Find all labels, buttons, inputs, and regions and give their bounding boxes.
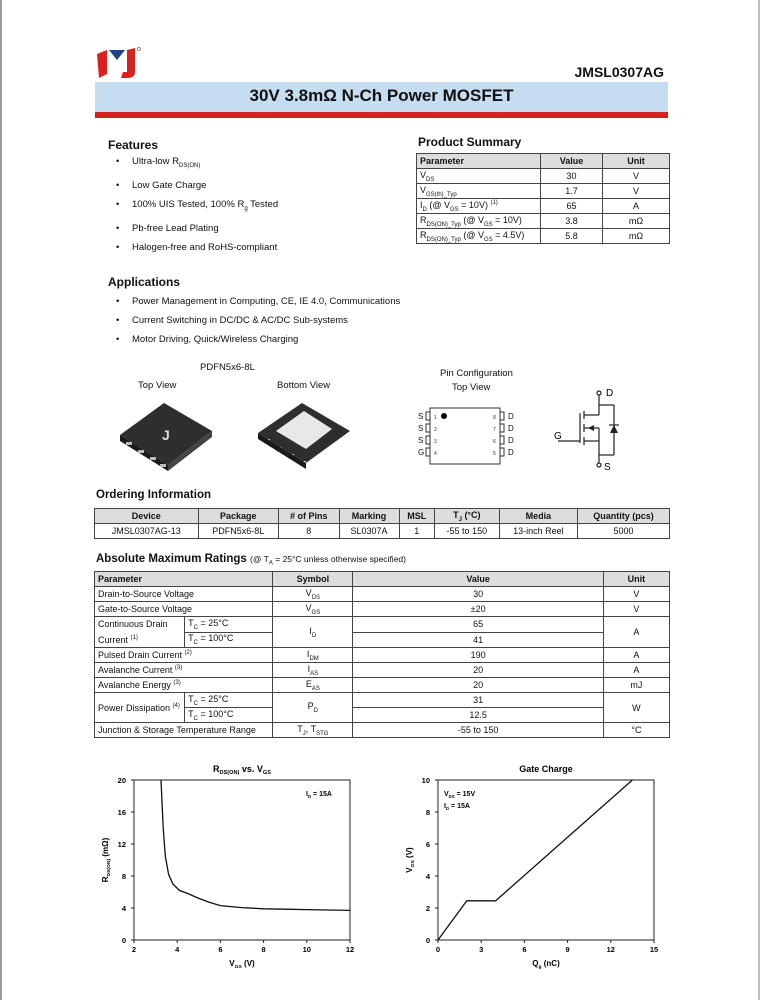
chart-title: $R_{DS(ON)}$ vs. $V_{GS}$ [213,764,271,776]
svg-text:J: J [162,427,170,443]
pin-config-label: Pin Configuration [440,368,513,379]
pin-label: G [418,448,425,457]
pin-label: S [418,436,424,445]
product-summary-table [416,153,670,244]
page-edge-left [0,0,2,1000]
x-tick-label: 12 [345,945,355,954]
ordering-table [94,508,670,539]
table-row: $R_{DS(ON)\_Typ}$ (@ $V_{GS} = 4.5V$) 5.8 mΩ [417,229,670,244]
svg-text:6: 6 [493,439,496,445]
col-header: MSL [399,509,434,524]
col-header: Unit [603,572,669,587]
package-top-view-image [112,395,222,477]
table-row: Continuous Drain Current $^{(1)}$ $T_C = 25^\circ C$ $I_D$ 65 A [95,617,670,633]
abs-max-table [94,571,670,738]
x-tick-label: 15 [649,945,659,954]
col-header: Value [541,154,603,169]
y-tick-label: 4 [425,872,430,881]
col-header: Media [499,509,577,524]
col-header: Symbol [273,572,353,587]
pin-label: D [508,448,514,457]
col-header: Device [95,509,199,524]
x-tick-label: 4 [175,945,180,954]
table-row: $V_{GS(th)\_Typ}$ 1.7 V [417,184,670,199]
x-tick-label: 6 [522,945,527,954]
features-list [116,152,278,257]
table-row: Gate-to-Source Voltage $V_{GS}$ ±20 V [95,602,670,617]
col-header: Marking [339,509,399,524]
table-row: $R_{DS(ON)\_Typ}$ (@ $V_{GS} = 10V$) 3.8 mΩ [417,214,670,229]
svg-text:3: 3 [434,439,437,445]
abs-max-heading: Absolute Maximum Ratings [96,553,247,565]
x-tick-label: 0 [435,945,441,954]
table-row: Avalanche Energy $^{(3)}$ $E_{AS}$ 20 mJ [95,678,670,693]
pin-label: D [508,436,514,445]
y-tick-label: 8 [425,808,430,817]
feature-item: • Pb-free Lead Plating [116,219,278,238]
chart-annotation: $I_D = 15A$ [306,791,332,799]
col-header: $T_J$ (°C) [434,509,499,524]
col-header: Package [198,509,278,524]
applications-list [116,292,400,349]
drain-label: D [606,388,614,399]
svg-text:4: 4 [434,451,437,457]
feature-item: • 100% UIS Tested, 100% $R_g$ Tested [116,195,278,219]
y-axis-label: $R_{DS(ON)}$ (mΩ) [101,837,112,883]
x-tick-label: 6 [218,945,223,954]
feature-item: • Halogen-free and RoHS-compliant [116,238,278,257]
feature-item: • Ultra-low $R_{DS(ON)}$ [116,152,278,176]
chart-annotation: $I_D = 15A$ [444,803,470,811]
mosfet-symbol [552,383,632,473]
y-tick-label: 0 [121,936,126,945]
bottom-view-label: Bottom View [277,380,331,391]
part-number: JMSL0307AG [574,64,664,80]
x-tick-label: 10 [302,945,311,954]
plot-area [438,780,654,940]
pin-label: D [508,412,514,421]
pin-label: S [418,424,424,433]
x-tick-label: 9 [565,945,570,954]
col-header: Quantity (pcs) [578,509,670,524]
abs-max-title [96,553,406,567]
y-axis-label: $V_{GS}$ (V) [405,847,416,873]
y-tick-label: 10 [421,776,430,785]
feature-item: • Low Gate Charge [116,176,278,195]
applications-heading: Applications [108,275,181,289]
table-row: Avalanche Current $^{(3)}$ $I_{AS}$ 20 A [95,663,670,678]
svg-text:2: 2 [434,427,437,433]
table-row: Power Dissipation $^{(4)}$ $T_C = 25^\circ C$ $P_D$ 31 W [95,693,670,708]
abs-max-note: (@ $T_A = 25^\circ C$ unless otherwise specified) [250,554,406,567]
application-item: • Current Switching in DC/DC & AC/DC Sub-systems [116,311,400,330]
gate-label: G [554,431,562,442]
table-row: $T_C = 100^\circ C$ 41 [95,632,670,648]
chart-annotation: $V_{DS} = 15V$ [444,791,476,799]
table-row: Drain-to-Source Voltage $V_{DS}$ 30 V [95,587,670,602]
col-header: Value [353,572,603,587]
svg-text:5: 5 [493,451,496,457]
document-title: 30V 3.8mΩ N-Ch Power MOSFET [249,86,514,105]
source-label: S [604,462,611,473]
pin-label: D [508,424,514,433]
svg-text:7: 7 [493,427,496,433]
svg-text:8: 8 [493,415,496,421]
pin-label: S [418,412,424,421]
product-summary-heading: Product Summary [418,135,522,149]
title-banner [95,82,668,118]
x-tick-label: 3 [479,945,484,954]
company-logo [95,46,141,80]
application-item: • Power Management in Computing, CE, IE 4.0, Communications [116,292,400,311]
top-view-label: Top View [138,380,177,391]
table-row: $V_{DS}$ 30 V [417,169,670,184]
package-bottom-view-image [250,395,360,477]
features-heading: Features [108,138,159,152]
table-row: $I_D$ (@ $V_{GS} = 10V$) $^{(1)}$ 65 A [417,199,670,214]
package-name: PDFN5x6-8L [200,362,255,373]
table-row: Junction & Storage Temperature Range $T_J$, $T_{STG}$ -55 to 150 °C [95,723,670,738]
col-header: Parameter [417,154,541,169]
pin-configuration-diagram [410,400,530,470]
application-item: • Motor Driving, Quick/Wireless Charging [116,330,400,349]
y-tick-label: 16 [117,808,126,817]
svg-text:1: 1 [434,415,437,421]
y-tick-label: 4 [121,904,126,913]
col-header: Unit [603,154,670,169]
y-tick-label: 2 [425,904,430,913]
x-axis-label: $V_{GS}$ (V) [229,959,255,970]
y-tick-label: 8 [121,872,126,881]
y-tick-label: 0 [425,936,430,945]
y-tick-label: 20 [117,776,126,785]
table-row: Pulsed Drain Current $^{(2)}$ $I_{DM}$ 190 A [95,648,670,663]
table-row: $T_C = 100^\circ C$ 12.5 [95,708,670,723]
rdson-vs-vgs-chart [96,760,366,980]
col-header: Parameter [95,572,273,587]
table-row: JMSL0307AG-13 PDFN5x6-8L 8 SL0307A 1 -55 to 150 13-inch Reel 5000 [95,524,670,539]
col-header: # of Pins [278,509,339,524]
chart-title: Gate Charge [519,764,573,774]
y-tick-label: 6 [425,840,430,849]
ordering-heading: Ordering Information [96,489,211,501]
gate-charge-chart [400,760,670,980]
x-tick-label: 8 [261,945,266,954]
y-tick-label: 12 [117,840,126,849]
x-tick-label: 12 [606,945,615,954]
x-axis-label: $Q_g$ (nC) [532,959,560,970]
pin-top-view-label: Top View [452,382,491,393]
x-tick-label: 2 [131,945,137,954]
